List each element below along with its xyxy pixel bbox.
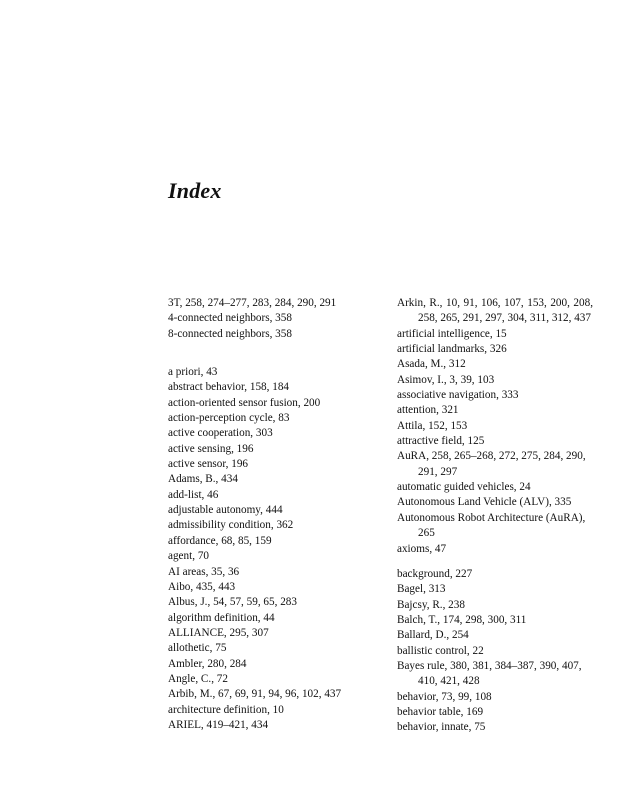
index-entry: Asada, M., 312 [397, 358, 466, 371]
index-entry: attention, 321 [397, 404, 459, 417]
index-entry: adjustable autonomy, 444 [168, 504, 283, 517]
index-entry: Arbib, M., 67, 69, 91, 94, 96, 102, 437 [168, 688, 342, 701]
index-entry: active sensor, 196 [168, 458, 249, 471]
index-entry: axioms, 47 [397, 542, 447, 555]
index-entry: add-list, 46 [168, 488, 219, 501]
index-group-a-continued [397, 296, 593, 557]
index-entry: AI areas, 35, 36 [168, 565, 240, 578]
index-entry: Arkin, R., 10, 91, 106, 107, 153, 200, 208, 258, 265, 291, 297, 304, 311, 312, 437 [397, 297, 593, 325]
index-entry: Autonomous Robot Architecture (AuRA), 265 [397, 511, 586, 540]
index-entry: a priori, 43 [168, 366, 218, 379]
index-group-b [397, 567, 593, 736]
index-entry: Attila, 152, 153 [397, 419, 468, 432]
index-column-right [397, 296, 593, 736]
index-entry: associative navigation, 333 [397, 389, 519, 402]
index-entry: Bagel, 313 [397, 583, 446, 596]
index-entry: Albus, J., 54, 57, 59, 65, 283 [168, 596, 297, 609]
index-entry: Angle, C., 72 [168, 672, 228, 685]
index-entry: affordance, 68, 85, 159 [168, 534, 272, 547]
index-entry: Adams, B., 434 [168, 473, 238, 486]
index-entry: architecture definition, 10 [168, 703, 284, 716]
index-entry: Autonomous Land Vehicle (ALV), 335 [397, 496, 572, 509]
index-entry: 3T, 258, 274–277, 283, 284, 290, 291 [168, 297, 337, 309]
index-entry: Asimov, I., 3, 39, 103 [397, 373, 495, 386]
index-entry: abstract behavior, 158, 184 [168, 381, 290, 394]
index-entry: automatic guided vehicles, 24 [397, 481, 531, 494]
index-entry: behavior, innate, 75 [397, 721, 486, 734]
index-entry: ALLIANCE, 295, 307 [168, 626, 269, 639]
index-title: Index [168, 178, 222, 203]
index-entry: 8-connected neighbors, 358 [168, 327, 292, 340]
index-group-numerals [168, 296, 368, 342]
index-group-a [168, 365, 368, 733]
index-entry: allothetic, 75 [168, 642, 227, 655]
index-entry: behavior table, 169 [397, 705, 484, 718]
group-spacer [397, 557, 593, 567]
index-entry: AuRA, 258, 265–268, 272, 275, 284, 290, 291, 297 [397, 450, 586, 478]
index-entry: Balch, T., 174, 298, 300, 311 [397, 613, 527, 626]
index-entry: admissibility condition, 362 [168, 519, 294, 532]
index-entry: Ambler, 280, 284 [168, 657, 247, 670]
index-entry: ballistic control, 22 [397, 644, 484, 657]
index-column-left [168, 296, 368, 733]
index-entry: artificial landmarks, 326 [397, 343, 507, 356]
index-entry: Bayes rule, 380, 381, 384–387, 390, 407, 410, 421, 428 [397, 659, 582, 688]
index-entry: behavior, 73, 99, 108 [397, 690, 492, 703]
index-entry: artificial intelligence, 15 [397, 327, 507, 340]
index-entry: Aibo, 435, 443 [168, 580, 236, 593]
index-entry: algorithm definition, 44 [168, 611, 275, 624]
index-entry: Bajcsy, R., 238 [397, 598, 465, 611]
index-entry: action-oriented sensor fusion, 200 [168, 396, 321, 409]
index-entry: agent, 70 [168, 550, 210, 563]
index-entry: active cooperation, 303 [168, 427, 273, 440]
index-entry: Ballard, D., 254 [397, 629, 469, 642]
index-entry: 4-connected neighbors, 358 [168, 312, 292, 325]
index-entry: background, 227 [397, 567, 473, 580]
index-entry: action-perception cycle, 83 [168, 412, 290, 425]
index-entry: attractive field, 125 [397, 435, 485, 448]
index-entry: active sensing, 196 [168, 442, 254, 455]
index-entry: ARIEL, 419–421, 434 [168, 718, 269, 731]
group-spacer [168, 342, 368, 365]
